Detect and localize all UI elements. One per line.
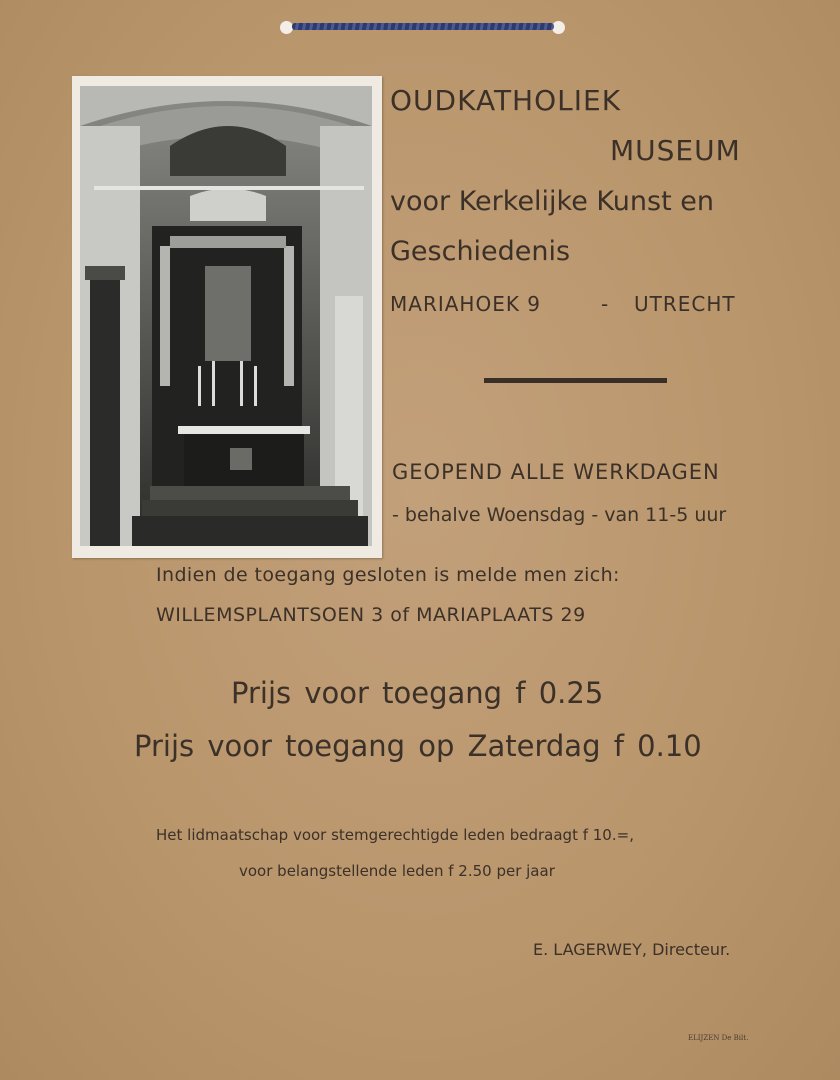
church-altar-photo [80, 86, 372, 546]
title-line-2: MUSEUM [610, 134, 741, 167]
hours-detail: - behalve Woensdag - van 11-5 uur [392, 504, 727, 526]
closed-addresses: WILLEMSPLANTSOEN 3 of MARIAPLAATS 29 [156, 604, 586, 626]
address-city: UTRECHT [634, 292, 736, 316]
title-line-1: OUDKATHOLIEK [390, 84, 622, 117]
divider-rule [484, 378, 667, 383]
price-weekday: Prijs voor toegang f 0.25 [231, 676, 604, 710]
printer-credit: ELIJZEN De Bilt. [688, 1034, 749, 1042]
price-saturday: Prijs voor toegang op Zaterdag f 0.10 [134, 729, 702, 763]
subtitle-line-1: voor Kerkelijke Kunst en [390, 186, 714, 217]
director-signature: E. LAGERWEY, Directeur. [533, 940, 731, 959]
membership-line-1: Het lidmaatschap voor stemgerechtigde leden bedraagt f 10.=, [156, 826, 634, 844]
hours-heading: GEOPEND ALLE WERKDAGEN [392, 460, 720, 484]
subtitle-line-2: Geschiedenis [390, 236, 571, 267]
address-separator: - [601, 292, 609, 316]
closed-note: Indien de toegang gesloten is melde men zich: [156, 564, 620, 586]
hanging-cord [292, 23, 554, 30]
membership-line-2: voor belangstellende leden f 2.50 per jaar [239, 862, 555, 880]
address-street: MARIAHOEK 9 [390, 292, 542, 316]
